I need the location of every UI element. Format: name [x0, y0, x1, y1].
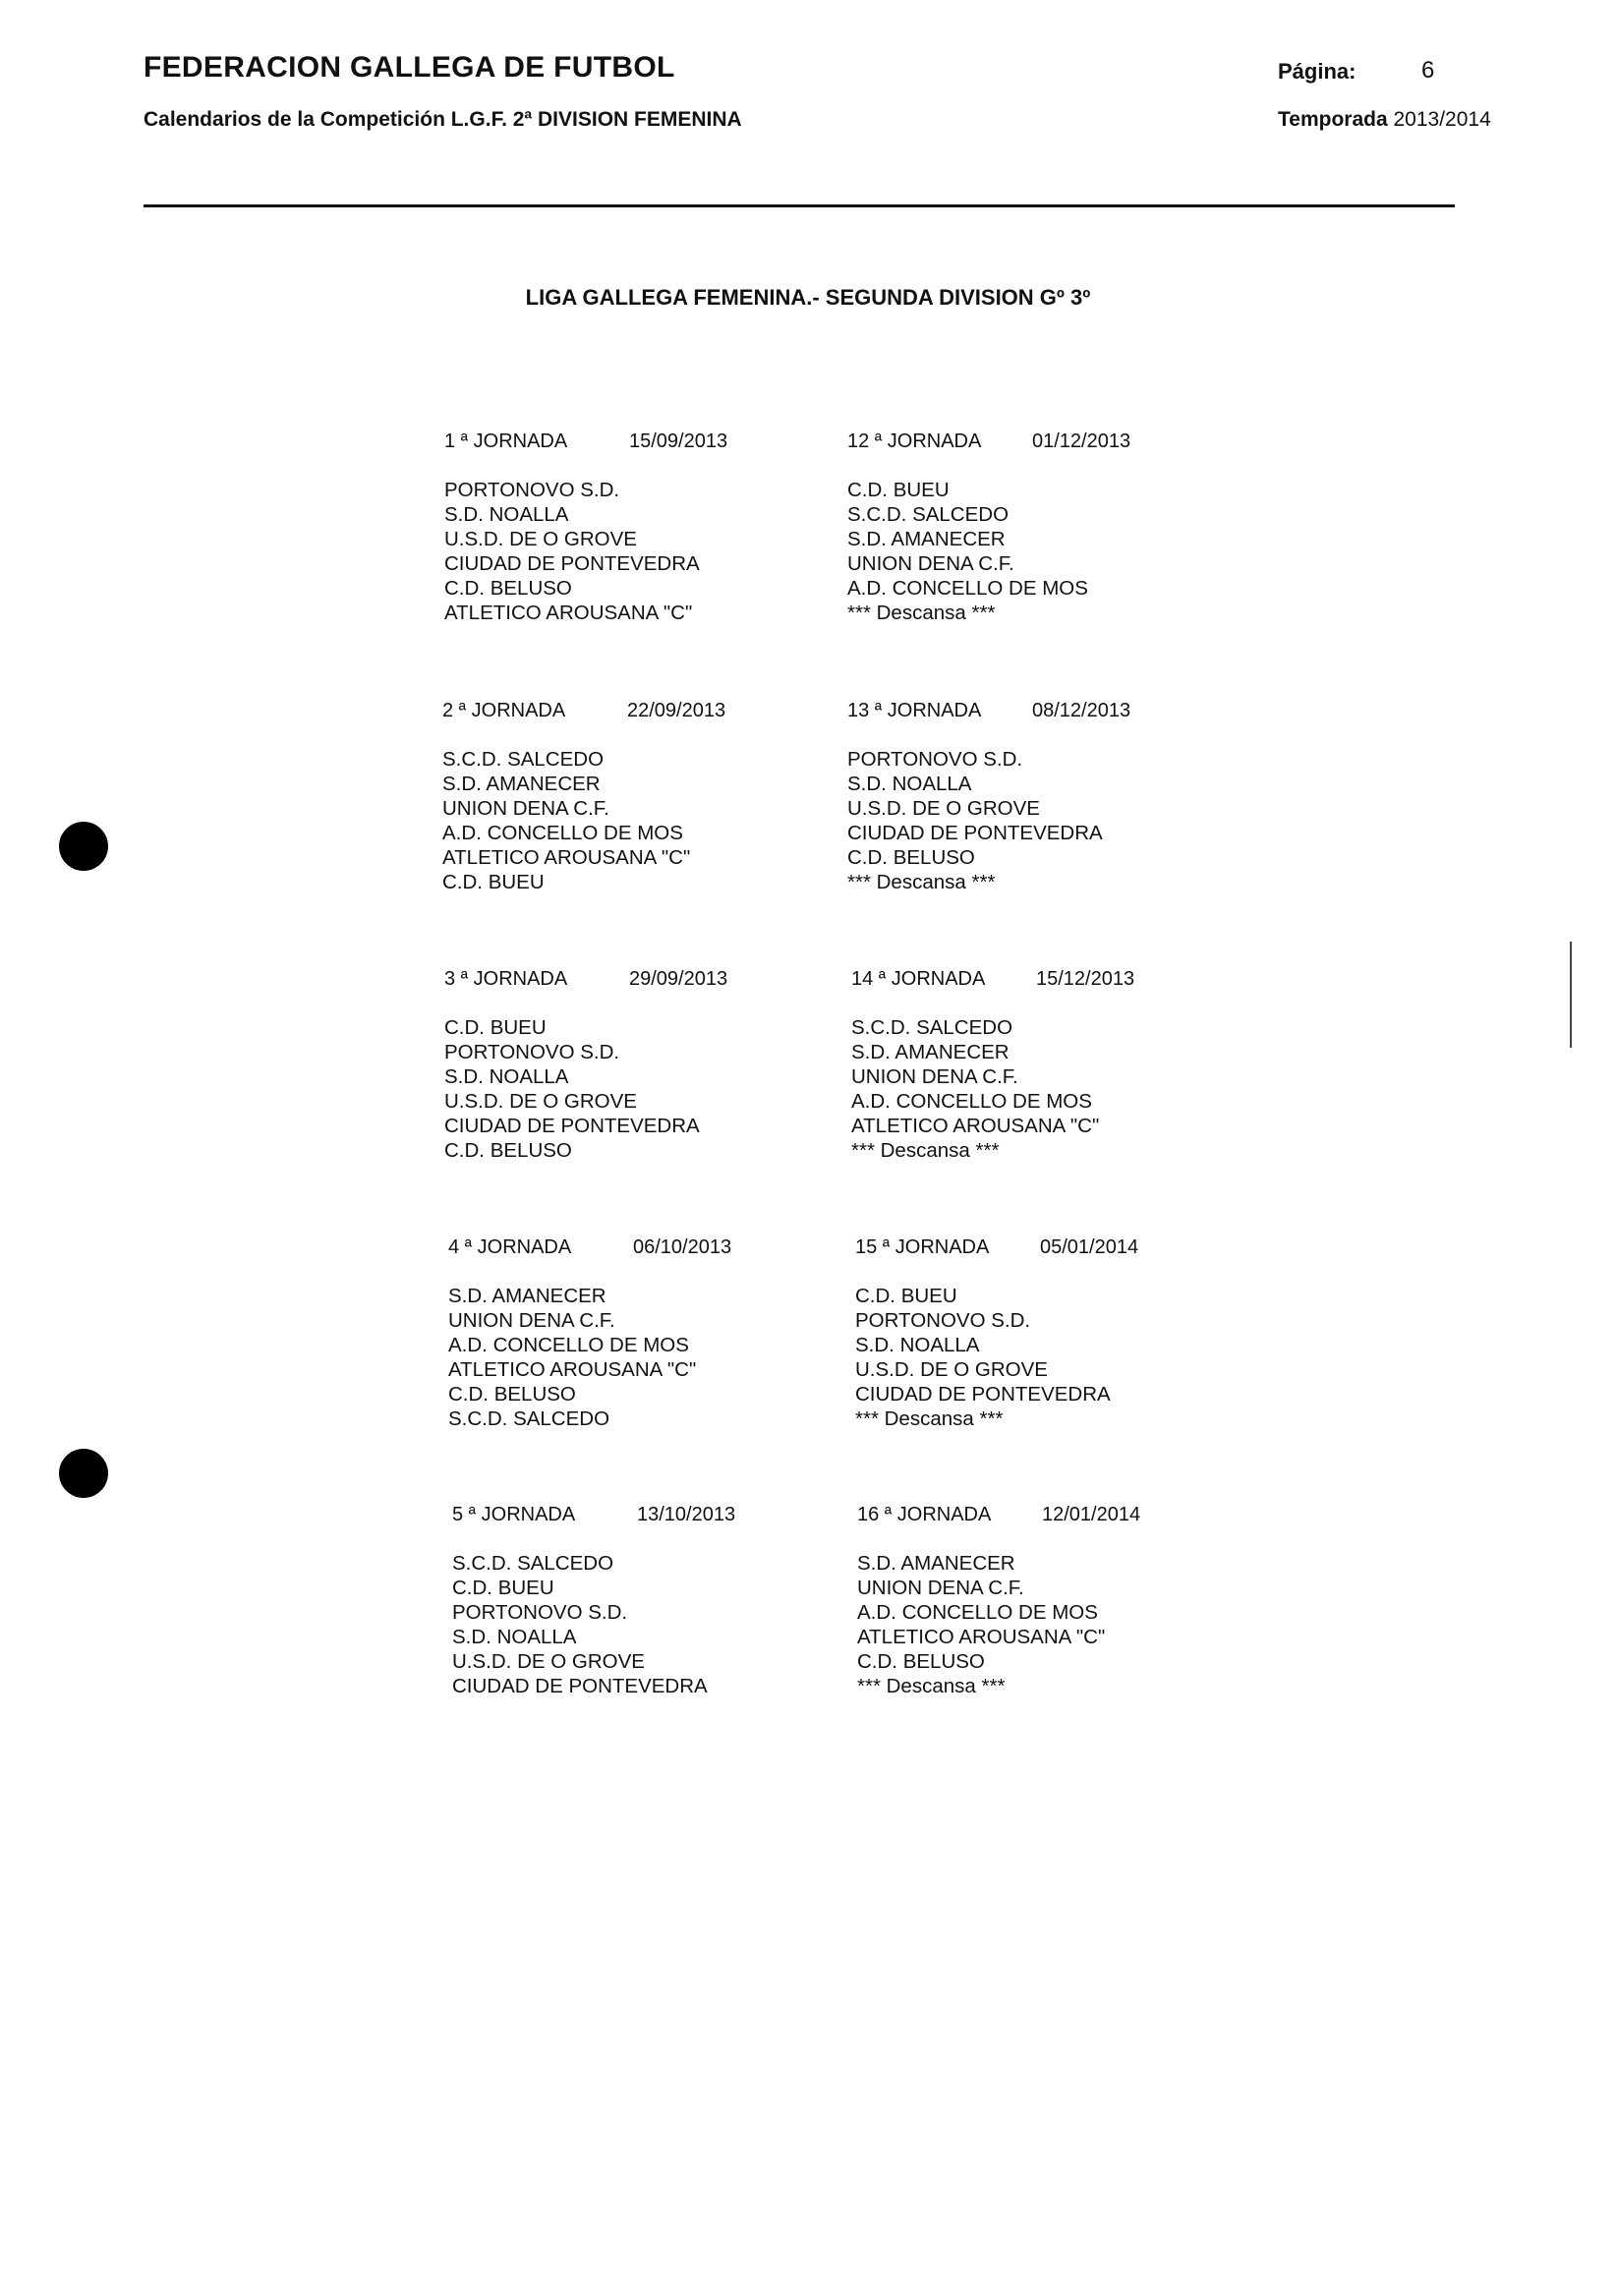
round-block [448, 1236, 782, 1431]
team-item: U.S.D. DE O GROVE [444, 1090, 637, 1113]
team-item: UNION DENA C.F. [851, 1065, 1018, 1088]
page-number: 6 [1421, 57, 1435, 84]
team-list [444, 1015, 779, 1163]
team-list [444, 478, 779, 625]
punch-hole [59, 1449, 108, 1498]
header-rule [144, 204, 1455, 207]
round-heading [452, 1504, 786, 1531]
round-heading [855, 1236, 1189, 1264]
round-block [444, 968, 779, 1163]
team-item: UNION DENA C.F. [857, 1577, 1024, 1599]
team-item: U.S.D. DE O GROVE [444, 528, 637, 550]
team-item: C.D. BELUSO [444, 577, 572, 600]
round-name: 15 ª JORNADA [855, 1236, 990, 1258]
team-item: U.S.D. DE O GROVE [847, 797, 1040, 820]
team-list [452, 1551, 786, 1698]
round-date: 01/12/2013 [1032, 430, 1131, 452]
team-item: A.D. CONCELLO DE MOS [442, 822, 683, 844]
team-item: PORTONOVO S.D. [444, 1041, 620, 1063]
round-block [851, 968, 1185, 1163]
round-name: 1 ª JORNADA [444, 430, 568, 452]
team-item: PORTONOVO S.D. [855, 1309, 1031, 1332]
round-heading [444, 430, 779, 458]
team-list [847, 478, 1182, 625]
team-item: A.D. CONCELLO DE MOS [857, 1601, 1098, 1624]
team-item: S.D. AMANECER [448, 1285, 606, 1307]
team-list [857, 1551, 1191, 1698]
team-item: *** Descansa *** [847, 871, 996, 893]
team-item: S.D. NOALLA [444, 1065, 569, 1088]
team-item: *** Descansa *** [855, 1407, 1004, 1430]
team-item: S.D. NOALLA [444, 503, 569, 526]
team-item: S.D. AMANECER [847, 528, 1006, 550]
team-item: S.C.D. SALCEDO [442, 748, 605, 771]
round-date: 15/09/2013 [629, 430, 728, 452]
team-item: S.C.D. SALCEDO [452, 1552, 614, 1575]
team-item: C.D. BELUSO [448, 1383, 576, 1406]
team-item: *** Descansa *** [851, 1139, 1000, 1162]
team-item: UNION DENA C.F. [442, 797, 609, 820]
round-heading [857, 1504, 1191, 1531]
round-date: 12/01/2014 [1042, 1504, 1141, 1525]
team-item: CIUDAD DE PONTEVEDRA [855, 1383, 1111, 1406]
federation-title: FEDERACION GALLEGA DE FUTBOL [144, 51, 675, 84]
team-item: CIUDAD DE PONTEVEDRA [444, 552, 700, 575]
round-block [442, 700, 777, 894]
round-name: 12 ª JORNADA [847, 430, 982, 452]
team-item: A.D. CONCELLO DE MOS [448, 1334, 689, 1356]
round-date: 22/09/2013 [627, 700, 726, 721]
team-item: C.D. BELUSO [444, 1139, 572, 1162]
round-name: 5 ª JORNADA [452, 1504, 576, 1525]
round-block [452, 1504, 786, 1698]
team-item: C.D. BUEU [442, 871, 545, 893]
document-header [144, 51, 1441, 90]
team-item: A.D. CONCELLO DE MOS [847, 577, 1088, 600]
round-date: 15/12/2013 [1036, 968, 1135, 990]
scan-mark [1570, 942, 1572, 1048]
league-title: LIGA GALLEGA FEMENINA.- SEGUNDA DIVISION Gº 3º [525, 285, 1091, 310]
team-item: S.C.D. SALCEDO [847, 503, 1010, 526]
team-item: S.C.D. SALCEDO [851, 1016, 1013, 1039]
round-date: 29/09/2013 [629, 968, 728, 990]
round-block [847, 700, 1182, 894]
team-item: S.D. NOALLA [855, 1334, 980, 1356]
round-heading [847, 700, 1182, 727]
round-heading [444, 968, 779, 996]
team-item: PORTONOVO S.D. [847, 748, 1023, 771]
round-date: 06/10/2013 [633, 1236, 732, 1258]
team-item: C.D. BELUSO [847, 846, 975, 869]
team-item: CIUDAD DE PONTEVEDRA [847, 822, 1103, 844]
team-list [847, 747, 1182, 894]
team-item: C.D. BUEU [847, 479, 950, 501]
team-item: UNION DENA C.F. [448, 1309, 615, 1332]
team-item: C.D. BUEU [452, 1577, 554, 1599]
team-item: PORTONOVO S.D. [444, 479, 620, 501]
team-item: CIUDAD DE PONTEVEDRA [444, 1115, 700, 1137]
round-block [444, 430, 779, 625]
round-name: 14 ª JORNADA [851, 968, 986, 990]
round-block [847, 430, 1182, 625]
team-item: *** Descansa *** [857, 1675, 1006, 1697]
round-heading [442, 700, 777, 727]
team-item: UNION DENA C.F. [847, 552, 1014, 575]
team-item: C.D. BUEU [444, 1016, 547, 1039]
round-name: 13 ª JORNADA [847, 700, 982, 721]
team-item: C.D. BUEU [855, 1285, 957, 1307]
team-item: *** Descansa *** [847, 602, 996, 624]
team-item: U.S.D. DE O GROVE [855, 1358, 1048, 1381]
team-item: ATLETICO AROUSANA "C" [448, 1358, 697, 1381]
round-block [857, 1504, 1191, 1698]
round-name: 16 ª JORNADA [857, 1504, 992, 1525]
team-item: S.D. AMANECER [851, 1041, 1010, 1063]
document-subheader [144, 108, 1491, 138]
team-item: U.S.D. DE O GROVE [452, 1650, 645, 1673]
round-name: 4 ª JORNADA [448, 1236, 572, 1258]
team-item: ATLETICO AROUSANA "C" [857, 1626, 1106, 1648]
team-item: S.D. NOALLA [847, 773, 972, 795]
team-item: A.D. CONCELLO DE MOS [851, 1090, 1092, 1113]
team-item: C.D. BELUSO [857, 1650, 985, 1673]
team-item: S.D. AMANECER [857, 1552, 1015, 1575]
team-item: S.D. AMANECER [442, 773, 601, 795]
round-date: 05/01/2014 [1040, 1236, 1139, 1258]
round-heading [851, 968, 1185, 996]
calendar-label: Calendarios de la Competición L.G.F. 2ª DIVISION FEMENINA [144, 108, 742, 131]
team-item: ATLETICO AROUSANA "C" [442, 846, 691, 869]
round-date: 08/12/2013 [1032, 700, 1131, 721]
season [1278, 108, 1491, 132]
team-list [442, 747, 777, 894]
team-item: S.D. NOALLA [452, 1626, 577, 1648]
round-name: 3 ª JORNADA [444, 968, 568, 990]
team-item: PORTONOVO S.D. [452, 1601, 628, 1624]
team-item: S.C.D. SALCEDO [448, 1407, 610, 1430]
round-block [855, 1236, 1189, 1431]
team-list [448, 1284, 782, 1431]
round-heading [847, 430, 1182, 458]
team-item: ATLETICO AROUSANA "C" [851, 1115, 1100, 1137]
page-label: Página: [1278, 59, 1356, 84]
team-list [855, 1284, 1189, 1431]
round-date: 13/10/2013 [637, 1504, 736, 1525]
season-value: 2013/2014 [1393, 108, 1491, 131]
team-list [851, 1015, 1185, 1163]
team-item: CIUDAD DE PONTEVEDRA [452, 1675, 708, 1697]
season-label: Temporada [1278, 108, 1388, 131]
round-name: 2 ª JORNADA [442, 700, 566, 721]
round-heading [448, 1236, 782, 1264]
punch-hole [59, 822, 108, 871]
team-item: ATLETICO AROUSANA "C" [444, 602, 693, 624]
